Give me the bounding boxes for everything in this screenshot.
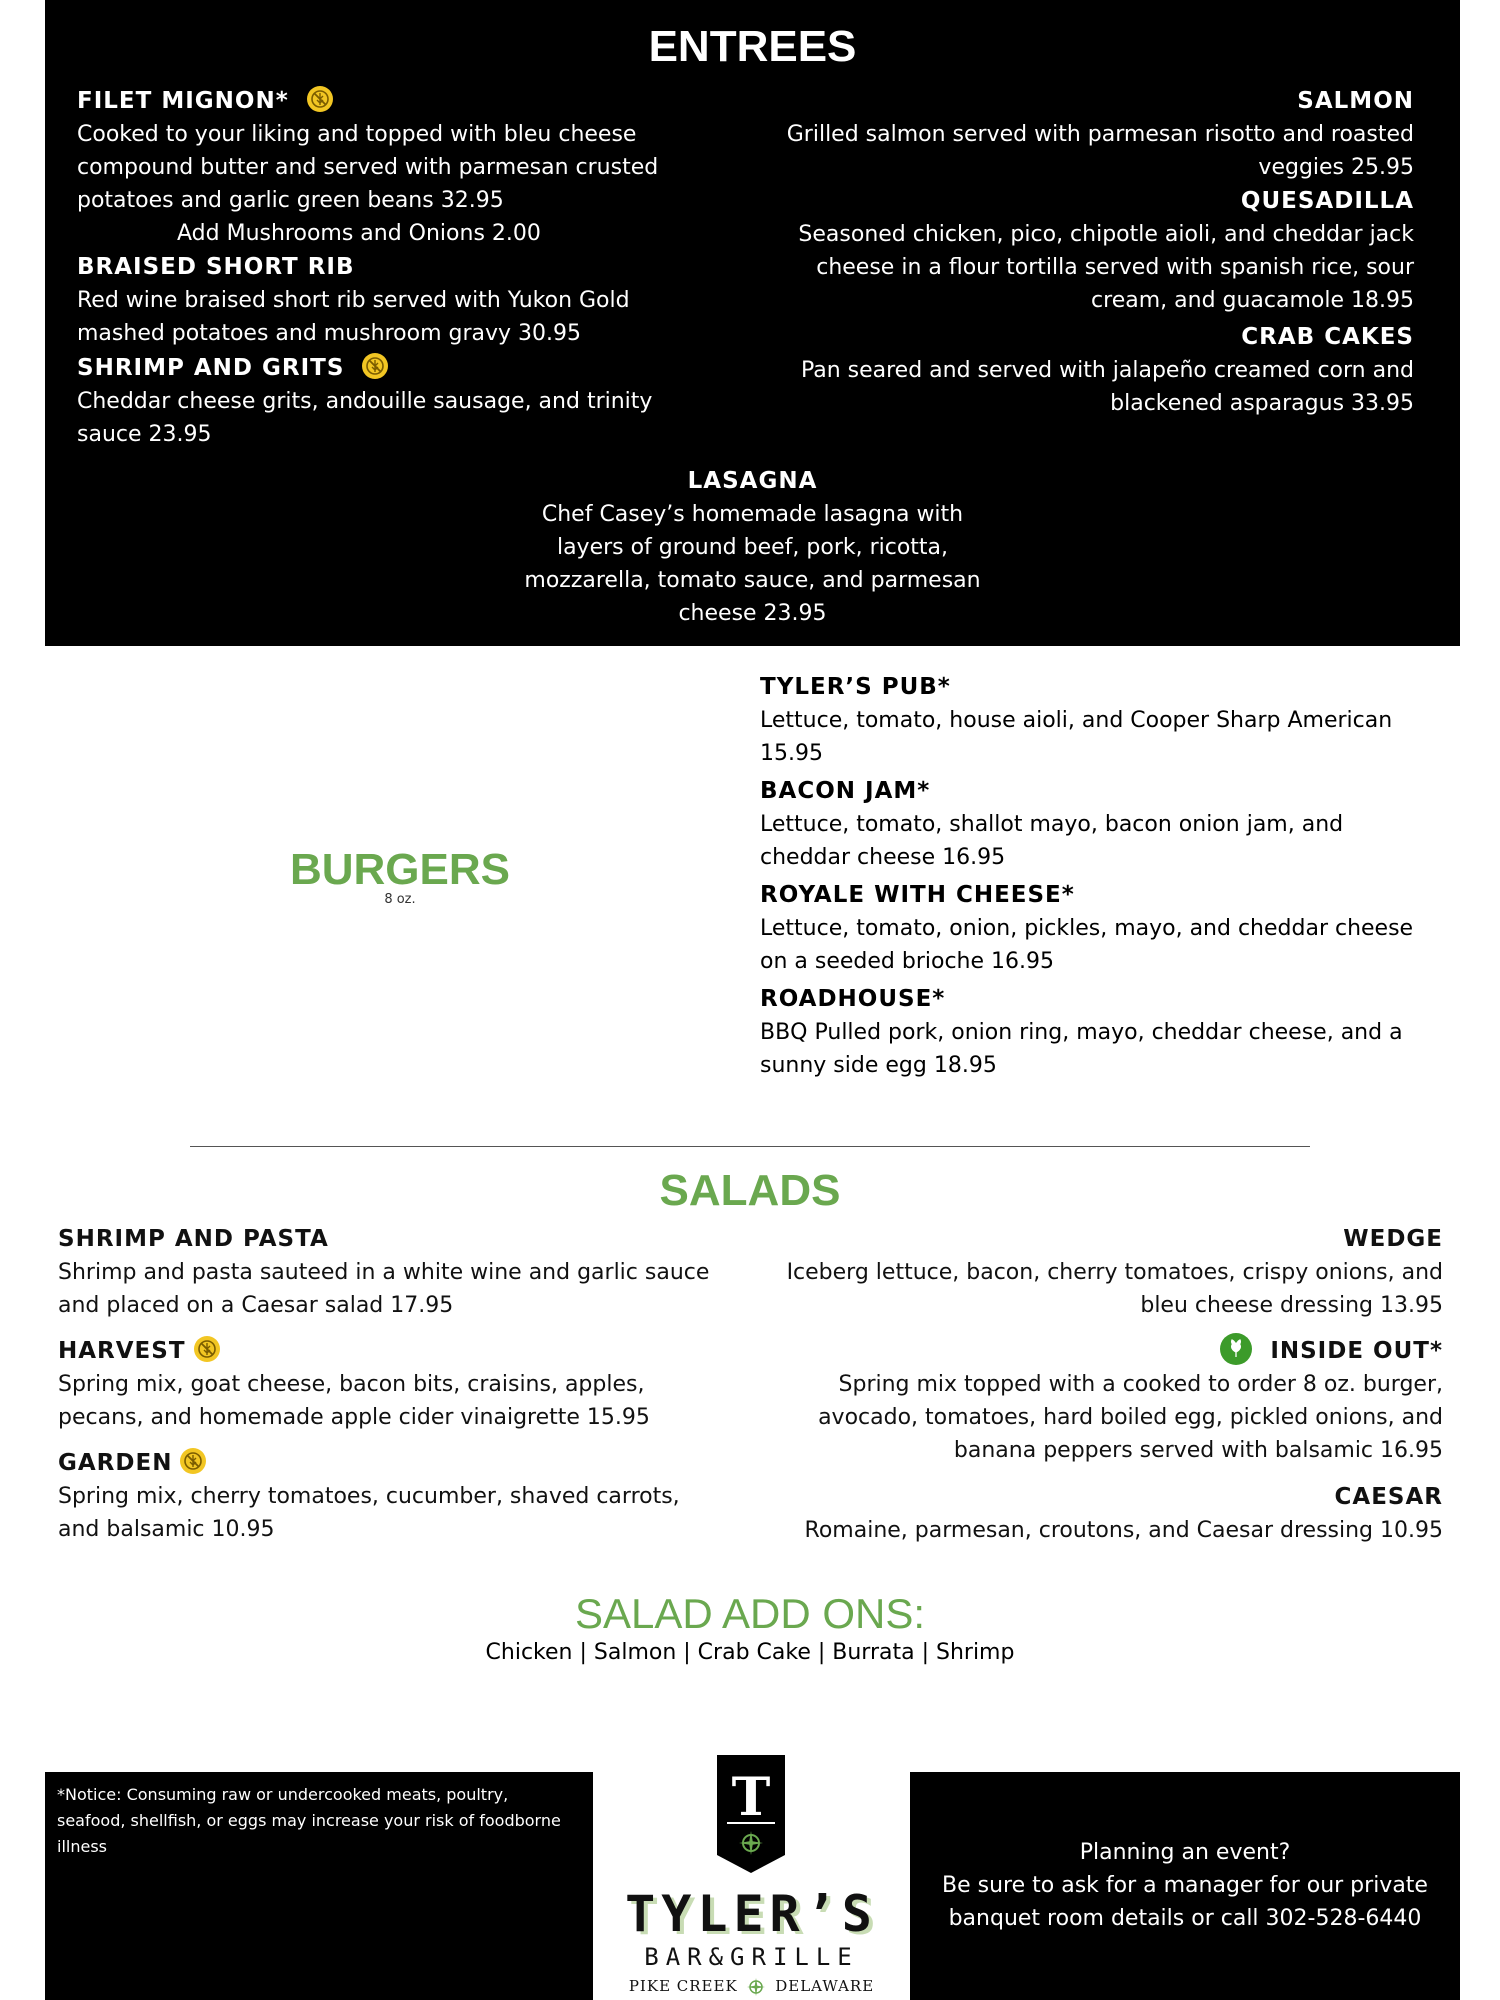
item-desc: Romaine, parmesan, croutons, and Caesar dressing 10.95 xyxy=(804,1518,1443,1543)
burger-roadhouse xyxy=(760,982,1440,1082)
raw-food-notice: *Notice: Consuming raw or undercooked meats, poultry, seafood, shellfish, or eggs may increase your risk of foodborne illness xyxy=(45,1772,593,2000)
salad-caesar xyxy=(783,1480,1443,1547)
item-extra: Add Mushrooms and Onions 2.00 xyxy=(177,221,541,246)
item-desc: Pan seared and served with jalapeño creamed corn and blackened asparagus 33.95 xyxy=(800,358,1414,416)
item-desc: Chef Casey’s homemade lasagna with layers of ground beef, pork, ricotta, mozzarella, tomato sauce, and parmesan cheese 23.95 xyxy=(524,502,981,626)
item-desc: Lettuce, tomato, house aioli, and Cooper Sharp American 15.95 xyxy=(760,708,1393,766)
item-desc: Cheddar cheese grits, andouille sausage, and trinity sauce 23.95 xyxy=(77,389,653,447)
gluten-free-icon xyxy=(362,353,388,379)
entree-shrimp-and-grits xyxy=(77,351,717,451)
item-desc: Cooked to your liking and topped with bleu cheese compound butter and served with parmesan crusted potatoes and garlic green beans 32.95 xyxy=(77,122,659,213)
salad-shrimp-and-pasta xyxy=(58,1222,718,1322)
entrees-section xyxy=(45,0,1460,646)
entree-braised-short-rib xyxy=(77,250,717,350)
burger-bacon-jam xyxy=(760,774,1440,874)
event-heading: Planning an event? xyxy=(1079,1840,1291,1865)
logo-subtitle: BAR&GRILLE xyxy=(644,1943,859,1971)
salad-garden xyxy=(58,1446,718,1546)
gluten-free-icon xyxy=(180,1448,206,1474)
salad-addons-list: Chicken | Salmon | Crab Cake | Burrata | Shrimp xyxy=(485,1640,1015,1665)
item-desc: Shrimp and pasta sauteed in a white wine and garlic sauce and placed on a Caesar salad 17.95 xyxy=(58,1260,710,1318)
logo-location-left: PIKE CREEK xyxy=(628,1977,738,1995)
item-name: SHRIMP AND GRITS xyxy=(77,355,345,381)
gluten-free-icon xyxy=(307,86,333,112)
item-name: LASAGNA xyxy=(687,468,818,494)
burgers-title: BURGERS xyxy=(289,845,511,894)
tylers-logo xyxy=(593,1755,910,2000)
item-desc: Spring mix topped with a cooked to order 8 oz. burger, avocado, tomatoes, hard boiled egg, pickled onions, and banana peppers served with balsamic 16.95 xyxy=(818,1372,1443,1463)
item-name: CRAB CAKES xyxy=(1241,324,1414,350)
salads-title: SALADS xyxy=(659,1166,841,1215)
entree-lasagna xyxy=(45,464,1460,630)
burger-tylers-pub xyxy=(760,670,1440,770)
item-desc: Spring mix, goat cheese, bacon bits, craisins, apples, pecans, and homemade apple cider vinaigrette 15.95 xyxy=(58,1372,650,1430)
salad-wedge xyxy=(783,1222,1443,1322)
item-name: HARVEST xyxy=(58,1338,186,1364)
entree-filet-mignon xyxy=(77,84,717,250)
item-name: BRAISED SHORT RIB xyxy=(77,254,355,280)
item-name: ROADHOUSE* xyxy=(760,986,946,1012)
entree-salmon xyxy=(774,84,1414,184)
item-name: INSIDE OUT* xyxy=(1270,1338,1443,1364)
item-name: WEDGE xyxy=(1343,1226,1443,1252)
item-desc: Lettuce, tomato, shallot mayo, bacon onion jam, and cheddar cheese 16.95 xyxy=(760,812,1344,870)
logo-letter: T xyxy=(731,1767,771,1828)
vegetarian-icon xyxy=(1220,1333,1252,1365)
event-promo xyxy=(910,1772,1460,2000)
item-name: CAESAR xyxy=(1334,1484,1443,1510)
item-name: QUESADILLA xyxy=(1240,188,1414,214)
compass-icon xyxy=(747,1978,765,1996)
entree-crab-cakes xyxy=(774,320,1414,420)
item-name: TYLER’S PUB* xyxy=(760,674,951,700)
logo-name: TYLER’S xyxy=(625,1885,878,1943)
burger-royale-with-cheese xyxy=(760,878,1440,978)
entree-quesadilla xyxy=(774,184,1414,317)
logo-location-right: DELAWARE xyxy=(775,1977,875,1995)
item-desc: Grilled salmon served with parmesan risotto and roasted veggies 25.95 xyxy=(786,122,1414,180)
item-desc: Seasoned chicken, pico, chipotle aioli, and cheddar jack cheese in a flour tortilla served with spanish rice, sour cream, and guacamole 18.95 xyxy=(798,222,1414,313)
item-name: GARDEN xyxy=(58,1450,173,1476)
item-name: ROYALE WITH CHEESE* xyxy=(760,882,1075,908)
entrees-title: ENTREES xyxy=(648,22,857,71)
item-desc: Iceberg lettuce, bacon, cherry tomatoes, crispy onions, and bleu cheese dressing 13.95 xyxy=(786,1260,1443,1318)
salad-harvest xyxy=(58,1334,718,1434)
logo-banner xyxy=(717,1755,785,1873)
item-name: SHRIMP AND PASTA xyxy=(58,1226,329,1252)
event-details: Be sure to ask for a manager for our private banquet room details or call 302-528-6440 xyxy=(942,1873,1428,1931)
section-divider xyxy=(190,1146,1310,1147)
gluten-free-icon xyxy=(194,1336,220,1362)
item-name: BACON JAM* xyxy=(760,778,931,804)
item-desc: BBQ Pulled pork, onion ring, mayo, cheddar cheese, and a sunny side egg 18.95 xyxy=(760,1020,1403,1078)
item-desc: Lettuce, tomato, onion, pickles, mayo, and cheddar cheese on a seeded brioche 16.95 xyxy=(760,916,1414,974)
item-desc: Spring mix, cherry tomatoes, cucumber, shaved carrots, and balsamic 10.95 xyxy=(58,1484,680,1542)
logo-location xyxy=(593,1977,910,1996)
salad-inside-out xyxy=(783,1334,1443,1467)
item-name: FILET MIGNON* xyxy=(77,88,289,114)
item-name: SALMON xyxy=(1297,88,1414,114)
salad-addons-title: SALAD ADD ONS: xyxy=(574,1590,926,1637)
item-desc: Red wine braised short rib served with Yukon Gold mashed potatoes and mushroom gravy 30.95 xyxy=(77,288,630,346)
burgers-subtitle: 8 oz. xyxy=(384,892,416,907)
burger-list xyxy=(760,670,1440,1086)
